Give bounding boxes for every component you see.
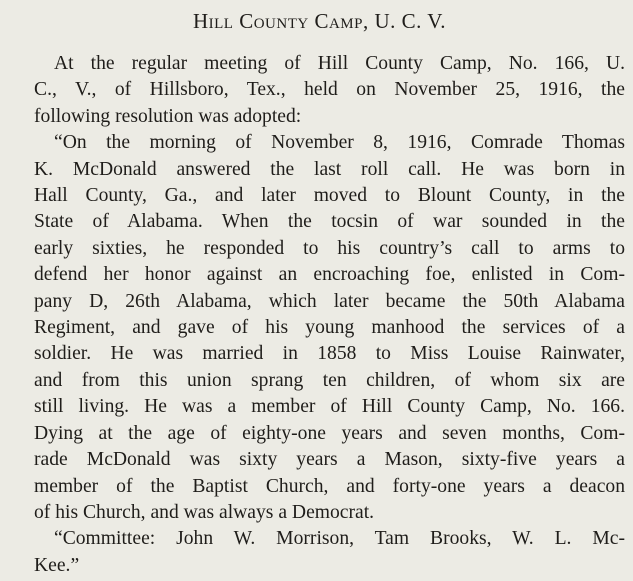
text-line: pany D, 26th Alabama, which later became the 50th Alabama — [34, 290, 625, 312]
text-line: “On the morning of November 8, 1916, Comrade Thomas — [54, 132, 625, 154]
text-line: defend her honor against an encroaching foe, enlisted in Com- — [34, 264, 625, 286]
text-line: Kee.” — [34, 554, 80, 576]
resolution-paragraph — [14, 130, 625, 526]
text-line: Hall County, Ga., and later moved to Blount County, in the — [34, 185, 625, 207]
text-line: following resolution was adopted: — [34, 105, 302, 127]
text-line: rade McDonald was sixty years a Mason, sixty-five years a — [34, 449, 625, 471]
text-line: early sixties, he responded to his country’s call to arms to — [34, 237, 625, 259]
text-line: member of the Baptist Church, and forty-one years a deacon — [34, 475, 625, 497]
text-line: Dying at the age of eighty-one years and seven months, Com- — [34, 422, 625, 444]
intro-paragraph — [14, 51, 625, 130]
text-line: soldier. He was married in 1858 to Miss Louise Rainwater, — [34, 343, 625, 365]
text-line: “Committee: John W. Morrison, Tam Brooks, W. L. Mc- — [54, 528, 625, 550]
text-line: State of Alabama. When the tocsin of war sounded in the — [34, 211, 625, 233]
text-line: Regiment, and gave of his young manhood the services of a — [34, 317, 625, 339]
text-line: K. McDonald answered the last roll call. He was born in — [34, 158, 625, 180]
text-line: C., V., of Hillsboro, Tex., held on November 25, 1916, the — [34, 79, 625, 101]
text-line: still living. He was a member of Hill County Camp, No. 166. — [34, 396, 625, 418]
committee-paragraph — [14, 526, 625, 579]
article-heading: Hill County Camp, U. C. V. — [192, 9, 446, 33]
text-line: and from this union sprang ten children, of whom six are — [34, 369, 625, 391]
text-line: At the regular meeting of Hill County Camp, No. 166, U. — [54, 53, 625, 74]
text-line: of his Church, and was always a Democrat. — [34, 501, 375, 523]
